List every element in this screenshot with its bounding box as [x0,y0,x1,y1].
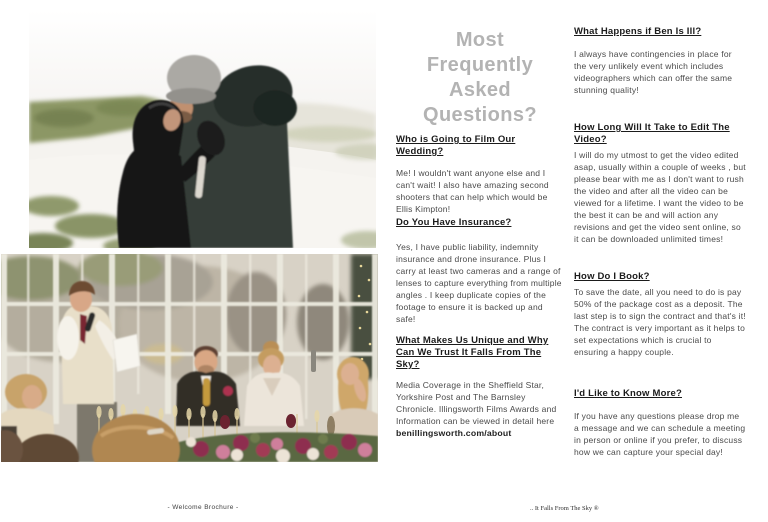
faq-question: How Do I Book? [574,271,650,282]
footer-brand-label: .. It Falls From The Sky ® [530,505,599,512]
faq-answer: To save the date, all you need to do is pay 50% of the package cost as a deposit. The last step is to sign the contract and that's it! The contract is very important as it helps to set expectations which is crucial to ensuring a happy couple. [574,287,746,357]
photo-snow-couple [29,10,376,248]
faq-answer: Me! I wouldn't want anyone else and I can't wait! I also have amazing second shooters that can help which would be Ellis Kimpton! [396,168,549,214]
faq-answer: I always have contingencies in place for the very unlikely event which includes videographers which can offer the same stunning quality! [574,49,733,95]
faq-question: Do You Have Insurance? [396,217,512,228]
faq-section-unique [396,335,564,440]
faq-question: How Long Will It Take to Edit The Video? [574,122,730,145]
faq-question: What Happens if Ben Is Ill? [574,26,702,37]
page-title: Most Frequently Asked Questions? [422,29,537,126]
faq-section-who-films [396,134,564,215]
faq-section-ben-ill [574,26,746,96]
faq-column-middle [396,28,564,440]
faq-section-insurance [396,217,564,325]
faq-answer: If you have any questions please drop me a message and we can schedule a meeting in person or online if you prefer, to discuss how we can capture your special day! [574,411,746,457]
faq-question: Who is Going to Film Our Wedding? [396,134,516,157]
faq-question: What Makes Us Unique and Why Can We Trust It Falls From The Sky? [396,335,549,370]
faq-column-right [574,24,746,458]
photo-snow-couple-art [29,10,376,248]
faq-question: I'd Like to Know More? [574,388,682,399]
about-url-text[interactable]: benillingsworth.com/about [396,428,512,438]
faq-section-know-more [574,388,746,458]
photo-wedding-speech [1,254,378,462]
faq-section-booking [574,271,746,358]
faq-section-edit-time [574,122,746,245]
footer-page-label: - Welcome Brochure - [167,504,239,511]
faq-answer [396,379,564,440]
faq-answer-text: Media Coverage in the Sheffield Star, Yorkshire Post and The Barnsley Chronicle. Illingsworth Films Awards and Information can be viewed in detail here [396,380,557,426]
photo-wedding-speech-art [1,254,378,462]
faq-answer: Yes, I have public liability, indemnity insurance and drone insurance. Plus I carry at least two cameras and a range of lenses to capture everything from multiple angles . I keep duplicate copies of the footage to ensure it is backed up and safe! [396,242,562,324]
faq-answer: I will do my utmost to get the video edited asap, usually within a couple of weeks , but please bear with me as I don't want to rush the video and after all the video can be viewed for a lifetime. I want the video to be the best it can be and will action any revisions and get the video sent online, so it can be downloaded unlimited times! [574,150,746,244]
